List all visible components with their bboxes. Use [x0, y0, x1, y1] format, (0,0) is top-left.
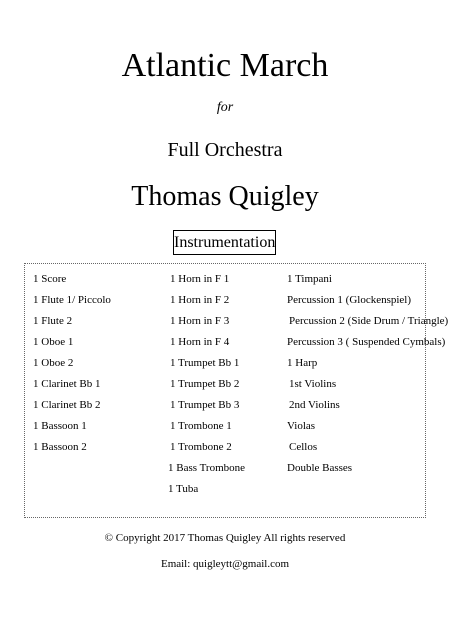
- ensemble-label: Full Orchestra: [167, 139, 283, 161]
- instrumentation-heading: Instrumentation: [173, 230, 276, 255]
- instrument-item: 1 Trumpet Bb 3: [170, 399, 240, 411]
- instrument-item: 1 Trombone 1: [170, 420, 232, 432]
- for-label: for: [216, 100, 234, 115]
- instrument-item: 1 Score: [33, 273, 67, 285]
- instrument-item: 1 Trombone 2: [170, 441, 232, 453]
- instrument-item: 1 Trumpet Bb 1: [170, 357, 240, 369]
- instrument-item: Double Basses: [287, 462, 353, 474]
- instrument-item: 1 Horn in F 4: [170, 336, 230, 348]
- instrument-item: 1 Horn in F 1: [170, 273, 230, 285]
- instrument-item: 1 Bass Trombone: [168, 462, 246, 474]
- instrument-item: 1 Oboe 2: [33, 357, 74, 369]
- instrument-item: 2nd Violins: [289, 399, 340, 411]
- instrument-item: Percussion 2 (Side Drum / Triangle): [289, 315, 449, 327]
- instrument-item: 1 Trumpet Bb 2: [170, 378, 240, 390]
- instrument-item: 1 Clarinet Bb 2: [33, 399, 101, 411]
- instrument-item: 1 Horn in F 2: [170, 294, 230, 306]
- score-title: Atlantic March: [121, 47, 329, 84]
- instrument-item: 1 Flute 1/ Piccolo: [33, 294, 111, 306]
- instrument-item: 1 Tuba: [168, 483, 199, 495]
- copyright-notice: © Copyright 2017 Thomas Quigley All rights reserved: [104, 532, 346, 544]
- instrument-item: 1 Flute 2: [33, 315, 73, 327]
- instrument-item: 1 Timpani: [287, 273, 332, 285]
- instrument-item: 1 Horn in F 3: [170, 315, 230, 327]
- instrument-item: Percussion 1 (Glockenspiel): [287, 294, 412, 306]
- instrument-item: 1 Bassoon 2: [33, 441, 87, 453]
- instrument-item: 1 Bassoon 1: [33, 420, 87, 432]
- instrument-item: 1 Oboe 1: [33, 336, 74, 348]
- instrument-item: Cellos: [289, 441, 318, 453]
- instrument-item: Violas: [287, 420, 316, 432]
- instrument-item: 1 Clarinet Bb 1: [33, 378, 101, 390]
- composer-name: Thomas Quigley: [131, 181, 319, 212]
- instrument-item: 1 Harp: [287, 357, 318, 369]
- instrument-item: Percussion 3 ( Suspended Cymbals): [287, 336, 446, 348]
- instrument-item: 1st Violins: [289, 378, 337, 390]
- contact-email: Email: quigleytt@gmail.com: [160, 558, 290, 570]
